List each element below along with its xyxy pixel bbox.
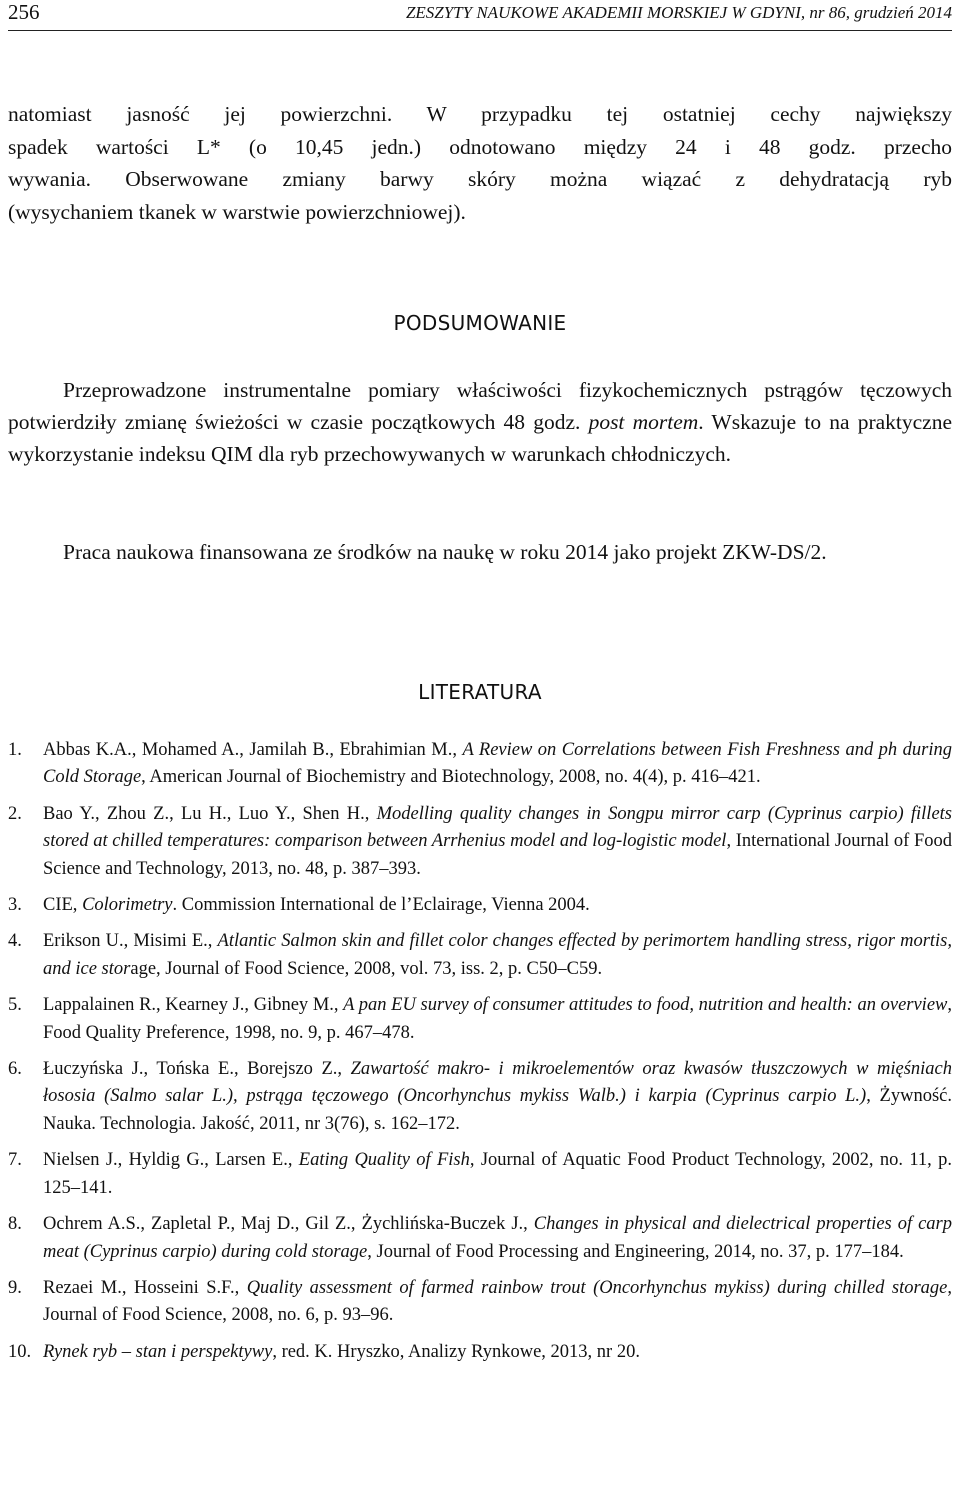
reference-authors: Łuczyńska J., Tońska E., Borejszo Z., bbox=[43, 1059, 351, 1080]
intro-paragraph bbox=[8, 98, 952, 228]
reference-item bbox=[8, 1147, 952, 1202]
reference-authors: Nielsen J., Hyldig G., Larsen E., bbox=[43, 1150, 299, 1171]
reference-title: Zawartość makro- i mikroelementów oraz kwasów tłuszczowych w mięśniach łososia (Salmo salar L.), pstrąga tęczowego (Oncorhynchus mykiss Walb.) i karpia (Cyprinus carpio L.) bbox=[43, 1059, 953, 1107]
reference-authors: Erikson U., Misimi E., bbox=[43, 931, 218, 952]
reference-list bbox=[8, 737, 952, 1375]
reference-authors: Abbas K.A., Mohamed A., Jamilah B., Ebrahimian M., bbox=[43, 740, 463, 760]
summary-italic-term: post mortem bbox=[588, 410, 699, 434]
reference-item bbox=[8, 737, 952, 792]
summary-text: Przeprowadzone instrumentalne pomiary właściwości fizykochemicznych pstrągów tęczowych potwierdziły zmianę świeżości w czasie początkowych 48 godz. bbox=[8, 378, 952, 434]
reference-source: , red. K. Hryszko, Analizy Rynkowe, 2013, nr 20. bbox=[272, 1341, 640, 1362]
reference-number: 2. bbox=[8, 803, 22, 824]
reference-authors: CIE, bbox=[43, 895, 83, 916]
section-heading-summary: PODSUMOWANIE bbox=[393, 311, 567, 335]
reference-title: Colorimetry bbox=[82, 895, 173, 916]
reference-title: A Review on Correlations between Fish Freshness and ph during Cold Storage bbox=[43, 740, 952, 788]
reference-number: 3. bbox=[8, 895, 22, 916]
reference-item bbox=[8, 992, 952, 1047]
reference-title: Eating Quality of Fish bbox=[298, 1150, 470, 1171]
reference-number: 6. bbox=[8, 1059, 22, 1080]
intro-line: wywania. Obserwowane zmiany barwy skóry można wiązać z dehydratacją ryb bbox=[8, 167, 952, 191]
reference-authors: Lappalainen R., Kearney J., Gibney M., bbox=[43, 995, 344, 1016]
reference-number: 10. bbox=[8, 1341, 32, 1362]
summary-paragraph bbox=[8, 374, 952, 470]
reference-number: 5. bbox=[8, 995, 22, 1016]
intro-line: spadek wartości L* (o 10,45 jedn.) odnotowano między 24 i 48 godz. przecho bbox=[8, 134, 952, 159]
reference-item bbox=[8, 1339, 952, 1366]
reference-number: 4. bbox=[8, 931, 22, 952]
reference-number: 8. bbox=[8, 1214, 22, 1235]
reference-number: 1. bbox=[8, 740, 22, 760]
reference-title: A pan EU survey of consumer attitudes to food, nutrition and health: an overview bbox=[343, 995, 948, 1016]
funding-paragraph: Praca naukowa finansowana ze środków na naukę w roku 2014 jako projekt ZKW-DS/2. bbox=[63, 540, 827, 564]
reference-authors: Rezaei M., Hosseini S.F., bbox=[43, 1277, 247, 1298]
summary-text: . Wskazuje to na praktyczne wykorzystanie indeksu QIM dla ryb przechowywanych w warunkach chłodniczych. bbox=[8, 410, 953, 466]
reference-source: , Journal of Aquatic Food Product Technology, 2002, no. 11, p. 125–141. bbox=[43, 1150, 952, 1198]
intro-line: natomiast jasność jej powierzchni. W przypadku tej ostatniej cechy największy bbox=[8, 102, 952, 126]
reference-title: Rynek ryb – stan i perspektywy bbox=[43, 1341, 273, 1362]
reference-title: Atlantic Salmon skin and fillet color changes effected by perimortem handling stress, rigor mortis, and ice stor bbox=[43, 931, 952, 979]
reference-item bbox=[8, 892, 952, 919]
reference-title: Quality assessment of farmed rainbow trout (Oncorhynchus mykiss) during chilled storage bbox=[246, 1277, 948, 1298]
reference-item bbox=[8, 1056, 952, 1138]
reference-source: . Commission International de l’Eclairage, Vienna 2004. bbox=[172, 895, 590, 916]
reference-source: age, Journal of Food Science, 2008, vol. 73, iss. 2, p. C50–C59. bbox=[130, 958, 603, 979]
reference-source: , Journal of Food Processing and Engineering, 2014, no. 37, p. 177–184. bbox=[367, 1241, 904, 1262]
reference-title: Changes in physical and dielectrical properties of carp meat (Cyprinus carpio) during cold storage bbox=[43, 1214, 952, 1262]
reference-authors: Ochrem A.S., Zapletal P., Maj D., Gil Z., Żychlińska-Buczek J., bbox=[43, 1214, 534, 1235]
reference-source: , American Journal of Biochemistry and Biotechnology, 2008, no. 4(4), p. 416–421. bbox=[141, 767, 761, 788]
page-header bbox=[8, 0, 952, 31]
reference-item bbox=[8, 1275, 952, 1330]
reference-source: , International Journal of Food Science and Technology, 2013, no. 48, p. 387–393. bbox=[43, 831, 953, 879]
reference-item bbox=[8, 1211, 952, 1266]
reference-number: 9. bbox=[8, 1277, 22, 1298]
reference-source: , Food Quality Preference, 1998, no. 9, p. 467–478. bbox=[43, 995, 953, 1043]
section-heading-literature: LITERATURA bbox=[418, 680, 542, 704]
reference-title: Modelling quality changes in Songpu mirror carp (Cyprinus carpio) fillets stored at chilled temperatures: comparison between Arrhenius model and log-logistic model bbox=[43, 803, 952, 852]
reference-item bbox=[8, 801, 952, 883]
reference-number: 7. bbox=[8, 1150, 22, 1171]
page-number: 256 bbox=[8, 0, 40, 24]
reference-source: , Journal of Food Science, 2008, no. 6, p. 93–96. bbox=[43, 1277, 952, 1326]
reference-source: , Żywność. Nauka. Technologia. Jakość, 2011, nr 3(76), s. 162–172. bbox=[43, 1086, 952, 1134]
reference-item bbox=[8, 928, 952, 983]
reference-authors: Bao Y., Zhou Z., Lu H., Luo Y., Shen H., bbox=[43, 803, 377, 824]
intro-line: (wysychaniem tkanek w warstwie powierzchniowej). bbox=[8, 199, 466, 224]
running-header: ZESZYTY NAUKOWE AKADEMII MORSKIEJ W GDYNI, nr 86, grudzień 2014 bbox=[405, 3, 952, 22]
